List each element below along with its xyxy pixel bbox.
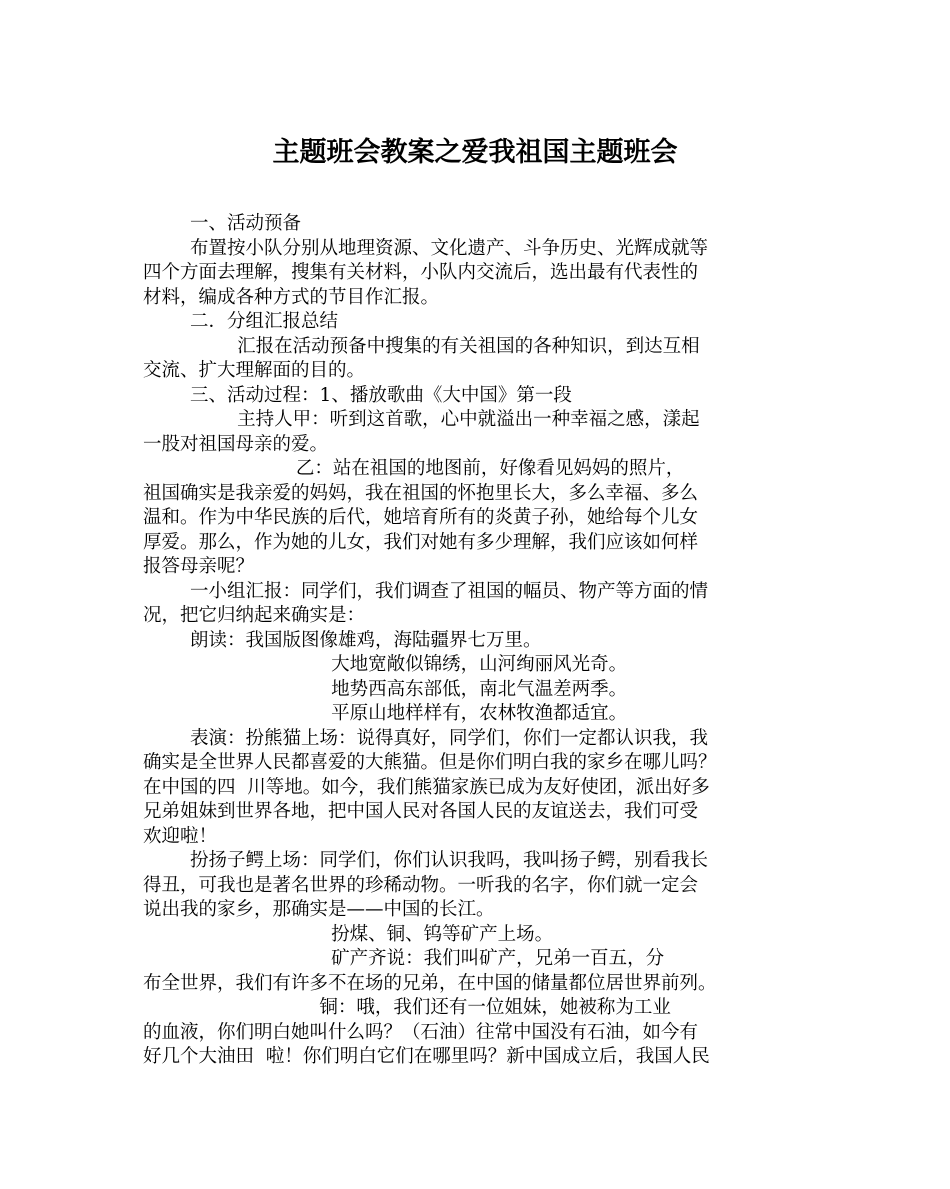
text-line: 祖国确实是我亲爱的妈妈，我在祖国的怀抱里长大，多么幸福、多么 bbox=[143, 482, 699, 504]
text-line: 布置按小队分别从地理资源、文化遗产、斗争历史、光辉成就等 bbox=[143, 237, 709, 259]
text-line: 主持人甲：听到这首歌，心中就溢出一种幸福之感，漾起 bbox=[143, 409, 700, 430]
text-line: 确实是全世界人民都喜爱的大熊猫。但是你们明白我的家乡在哪儿吗？ bbox=[143, 752, 717, 773]
text-line: 温和。作为中华民族的后代，她培育所有的炎黄子孙，她给每个儿女 bbox=[143, 507, 699, 528]
document-title: 主题班会教案之爱我祖国主题班会 bbox=[272, 137, 678, 168]
text-line: 二．分组汇报总结 bbox=[143, 311, 339, 332]
text-line: 三、活动过程：1、播放歌曲《大中国》第一段 bbox=[143, 384, 572, 406]
text-line: 交流、扩大理解面的目的。 bbox=[143, 360, 366, 381]
text-line: 况，把它归纳起来确实是： bbox=[143, 605, 366, 626]
text-line: 扮扬子鳄上场：同学们，你们认识我吗，我叫扬子鳄，别看我长 bbox=[143, 850, 709, 871]
text-line: 兄弟姐妹到世界各地，把中国人民对各国人民的友谊送去，我们可受 bbox=[143, 801, 699, 822]
document-body bbox=[143, 212, 813, 1070]
text-line: 扮煤、铜、钨等矿产上场。 bbox=[143, 923, 554, 945]
text-line: 一、活动预备 bbox=[143, 213, 302, 234]
text-line: 朗读：我国版图像雄鸡，海陆疆界七万里。 bbox=[143, 629, 542, 651]
text-line: 说出我的家乡，那确实是——中国的长江。 bbox=[143, 899, 495, 920]
text-line: 乙：站在祖国的地图前，好像看见妈妈的照片， bbox=[143, 458, 685, 479]
text-line: 四个方面去理解，搜集有关材料，小队内交流后，选出最有代表性的 bbox=[143, 262, 699, 283]
text-line: 表演：扮熊猫上场：说得真好，同学们，你们一定都认识我，我 bbox=[143, 727, 709, 749]
text-line: 地势西高东部低，南北气温差两季。 bbox=[143, 678, 628, 700]
text-line: 的血液，你们明白她叫什么吗？（石油）往常中国没有石油，如今有 bbox=[143, 1021, 699, 1043]
text-line: 材料，编成各种方式的节目作汇报。 bbox=[143, 286, 440, 308]
text-line: 大地宽敞似锦绣，山河绚丽风光奇。 bbox=[143, 654, 628, 675]
text-line: 得丑，可我也是著名世界的珍稀动物。一听我的名字，你们就一定会 bbox=[143, 874, 699, 896]
text-line: 一小组汇报：同学们，我们调查了祖国的幅员、物产等方面的情 bbox=[143, 580, 709, 602]
text-line: 布全世界，我们有许多不在场的兄弟，在中国的储量都位居世界前列。 bbox=[143, 972, 717, 994]
text-line: 铜：哦，我们还有一位姐妹，她被称为工业 bbox=[143, 997, 671, 1018]
text-line: 在中国的四 川等地。如今，我们熊猫家族已成为友好使团，派出好多 bbox=[143, 776, 710, 798]
text-line: 平原山地样样有，农林牧渔都适宜。 bbox=[143, 703, 628, 724]
text-line: 好几个大油田 啦！你们明白它们在哪里吗？新中国成立后，我国人民 bbox=[143, 1046, 710, 1067]
text-line: 欢迎啦！ bbox=[143, 825, 218, 847]
text-line: 厚爱。那么，作为她的儿女，我们对她有多少理解，我们应该如何样 bbox=[143, 531, 699, 553]
text-line: 矿产齐说：我们叫矿产，兄弟一百五，分 bbox=[143, 948, 665, 969]
text-line: 汇报在活动预备中搜集的有关祖国的各种知识，到达互相 bbox=[143, 335, 700, 357]
text-line: 报答母亲呢？ bbox=[143, 556, 255, 577]
text-line: 一股对祖国母亲的爱。 bbox=[143, 433, 329, 455]
